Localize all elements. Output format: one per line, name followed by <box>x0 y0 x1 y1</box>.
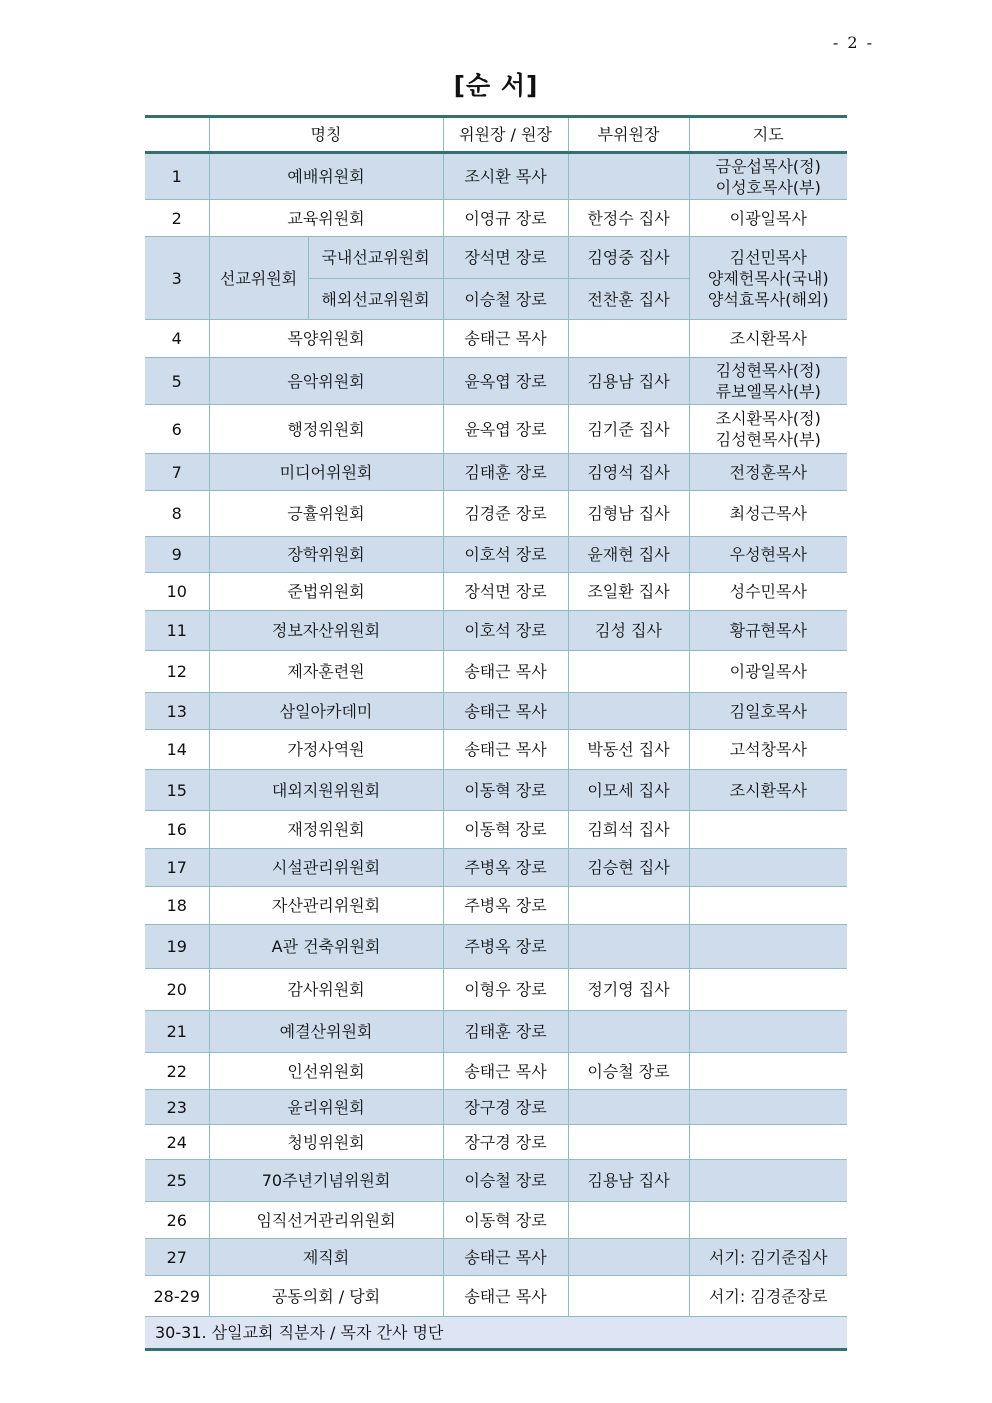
table-row <box>145 1202 847 1239</box>
row-number: 9 <box>145 537 209 573</box>
chair: 이승철 장로 <box>443 279 568 320</box>
chair: 주병옥 장로 <box>443 849 568 887</box>
table-row <box>145 925 847 969</box>
table-row <box>145 1160 847 1202</box>
committee-name: 제자훈련원 <box>209 651 443 693</box>
row-number: 27 <box>145 1239 209 1276</box>
chair: 이형우 장로 <box>443 969 568 1011</box>
row-number: 22 <box>145 1053 209 1090</box>
vice-chair <box>568 153 689 200</box>
chair: 송태근 목사 <box>443 730 568 770</box>
chair: 송태근 목사 <box>443 1239 568 1276</box>
table-row <box>145 1011 847 1053</box>
guide <box>689 849 847 887</box>
row-number: 24 <box>145 1125 209 1160</box>
sub-committee-name: 해외선교위원회 <box>308 279 443 320</box>
guide <box>689 1125 847 1160</box>
vice-chair: 김기준 집사 <box>568 405 689 454</box>
committee-name: 자산관리위원회 <box>209 887 443 925</box>
row-number: 21 <box>145 1011 209 1053</box>
row-number: 17 <box>145 849 209 887</box>
vice-chair <box>568 925 689 969</box>
table-row <box>145 237 847 279</box>
row-number: 19 <box>145 925 209 969</box>
guide <box>689 1053 847 1090</box>
chair: 이영규 장로 <box>443 200 568 237</box>
table-row <box>145 320 847 358</box>
vice-chair: 조일환 집사 <box>568 573 689 611</box>
committee-name: 윤리위원회 <box>209 1090 443 1125</box>
chair: 송태근 목사 <box>443 693 568 730</box>
row-number: 7 <box>145 454 209 491</box>
guide: 성수민목사 <box>689 573 847 611</box>
committee-name: 대외지원위원회 <box>209 770 443 811</box>
chair: 송태근 목사 <box>443 1053 568 1090</box>
vice-chair <box>568 1239 689 1276</box>
vice-chair: 정기영 집사 <box>568 969 689 1011</box>
guide: 조시환목사 <box>689 320 847 358</box>
guide: 조시환목사(정) 김성현목사(부) <box>689 405 847 454</box>
header-name: 명칭 <box>209 117 443 153</box>
committee-name: 임직선거관리위원회 <box>209 1202 443 1239</box>
table-row <box>145 611 847 651</box>
guide: 전정훈목사 <box>689 454 847 491</box>
header-guide: 지도 <box>689 117 847 153</box>
row-number: 2 <box>145 200 209 237</box>
vice-chair: 이모세 집사 <box>568 770 689 811</box>
table-row <box>145 573 847 611</box>
row-number: 20 <box>145 969 209 1011</box>
table-row <box>145 811 847 849</box>
vice-chair: 김영석 집사 <box>568 454 689 491</box>
table-footer-row <box>145 1317 847 1350</box>
committee-table <box>145 115 847 1351</box>
chair: 장구경 장로 <box>443 1125 568 1160</box>
table-row <box>145 405 847 454</box>
vice-chair: 박동선 집사 <box>568 730 689 770</box>
committee-name: 미디어위원회 <box>209 454 443 491</box>
committee-name: 감사위원회 <box>209 969 443 1011</box>
vice-chair: 김희석 집사 <box>568 811 689 849</box>
chair: 이동혁 장로 <box>443 1202 568 1239</box>
chair: 이동혁 장로 <box>443 811 568 849</box>
committee-name: 공동의회 / 당회 <box>209 1276 443 1317</box>
committee-name: 음악위원회 <box>209 358 443 405</box>
guide: 우성현목사 <box>689 537 847 573</box>
committee-name: 가정사역원 <box>209 730 443 770</box>
guide: 김선민목사 양제헌목사(국내) 양석효목사(해외) <box>689 237 847 320</box>
guide: 최성근목사 <box>689 491 847 537</box>
row-number: 10 <box>145 573 209 611</box>
table-row <box>145 153 847 200</box>
vice-chair <box>568 1090 689 1125</box>
table-row <box>145 969 847 1011</box>
committee-name: 긍휼위원회 <box>209 491 443 537</box>
committee-name: 인선위원회 <box>209 1053 443 1090</box>
row-number: 28-29 <box>145 1276 209 1317</box>
row-number: 3 <box>145 237 209 320</box>
table-header-row <box>145 117 847 153</box>
table-row <box>145 1125 847 1160</box>
vice-chair: 김용남 집사 <box>568 1160 689 1202</box>
vice-chair <box>568 1125 689 1160</box>
guide <box>689 1160 847 1202</box>
committee-group-name: 선교위원회 <box>209 237 308 320</box>
committee-name: 제직회 <box>209 1239 443 1276</box>
vice-chair: 이승철 장로 <box>568 1053 689 1090</box>
chair: 이동혁 장로 <box>443 770 568 811</box>
chair: 이승철 장로 <box>443 1160 568 1202</box>
table-row <box>145 730 847 770</box>
chair: 송태근 목사 <box>443 651 568 693</box>
committee-name: 예배위원회 <box>209 153 443 200</box>
committee-name: 목양위원회 <box>209 320 443 358</box>
guide: 서기: 김경준장로 <box>689 1276 847 1317</box>
vice-chair: 김영중 집사 <box>568 237 689 279</box>
guide: 조시환목사 <box>689 770 847 811</box>
guide: 금운섭목사(정) 이성호목사(부) <box>689 153 847 200</box>
row-number: 13 <box>145 693 209 730</box>
row-number: 8 <box>145 491 209 537</box>
row-number: 11 <box>145 611 209 651</box>
page-number: - 2 - <box>832 33 874 52</box>
header-chair: 위원장 / 원장 <box>443 117 568 153</box>
table-row <box>145 1276 847 1317</box>
table-row <box>145 651 847 693</box>
vice-chair <box>568 693 689 730</box>
guide: 이광일목사 <box>689 200 847 237</box>
guide: 김일호목사 <box>689 693 847 730</box>
vice-chair: 김성 집사 <box>568 611 689 651</box>
row-number: 14 <box>145 730 209 770</box>
committee-name: 시설관리위원회 <box>209 849 443 887</box>
chair: 이호석 장로 <box>443 537 568 573</box>
table-row <box>145 1239 847 1276</box>
committee-name: 삼일아카데미 <box>209 693 443 730</box>
guide <box>689 925 847 969</box>
table-row <box>145 1090 847 1125</box>
guide: 황규현목사 <box>689 611 847 651</box>
chair: 주병옥 장로 <box>443 887 568 925</box>
table-row <box>145 849 847 887</box>
vice-chair <box>568 887 689 925</box>
vice-chair: 전찬훈 집사 <box>568 279 689 320</box>
chair: 송태근 목사 <box>443 320 568 358</box>
vice-chair: 윤재현 집사 <box>568 537 689 573</box>
committee-name: 재정위원회 <box>209 811 443 849</box>
row-number: 15 <box>145 770 209 811</box>
chair: 송태근 목사 <box>443 1276 568 1317</box>
committee-name: 장학위원회 <box>209 537 443 573</box>
header-vice: 부위원장 <box>568 117 689 153</box>
page-title: [순 서] <box>453 71 539 100</box>
table-row <box>145 770 847 811</box>
table-row <box>145 200 847 237</box>
vice-chair: 김용남 집사 <box>568 358 689 405</box>
table-row <box>145 358 847 405</box>
chair: 주병옥 장로 <box>443 925 568 969</box>
row-number: 16 <box>145 811 209 849</box>
guide: 이광일목사 <box>689 651 847 693</box>
vice-chair: 김승현 집사 <box>568 849 689 887</box>
committee-name: 70주년기념위원회 <box>209 1160 443 1202</box>
committee-name: A관 건축위원회 <box>209 925 443 969</box>
chair: 윤옥엽 장로 <box>443 405 568 454</box>
row-number: 5 <box>145 358 209 405</box>
committee-name: 청빙위원회 <box>209 1125 443 1160</box>
row-number: 23 <box>145 1090 209 1125</box>
guide <box>689 811 847 849</box>
vice-chair: 김형남 집사 <box>568 491 689 537</box>
guide: 서기: 김기준집사 <box>689 1239 847 1276</box>
footer-note: 30-31. 삼일교회 직분자 / 목자 간사 명단 <box>145 1317 847 1350</box>
row-number: 4 <box>145 320 209 358</box>
sub-committee-name: 국내선교위원회 <box>308 237 443 279</box>
vice-chair <box>568 651 689 693</box>
table-row <box>145 491 847 537</box>
committee-name: 교육위원회 <box>209 200 443 237</box>
row-number: 26 <box>145 1202 209 1239</box>
row-number: 12 <box>145 651 209 693</box>
row-number: 1 <box>145 153 209 200</box>
chair: 이호석 장로 <box>443 611 568 651</box>
vice-chair: 한정수 집사 <box>568 200 689 237</box>
chair: 윤옥엽 장로 <box>443 358 568 405</box>
chair: 장석면 장로 <box>443 573 568 611</box>
table-row <box>145 454 847 491</box>
row-number: 6 <box>145 405 209 454</box>
vice-chair <box>568 320 689 358</box>
committee-name: 정보자산위원회 <box>209 611 443 651</box>
chair: 장석면 장로 <box>443 237 568 279</box>
guide <box>689 1090 847 1125</box>
committee-name: 행정위원회 <box>209 405 443 454</box>
table-row <box>145 1053 847 1090</box>
guide <box>689 969 847 1011</box>
row-number: 18 <box>145 887 209 925</box>
header-number <box>145 117 209 153</box>
chair: 김태훈 장로 <box>443 454 568 491</box>
chair: 김경준 장로 <box>443 491 568 537</box>
committee-name: 예결산위원회 <box>209 1011 443 1053</box>
guide <box>689 1202 847 1239</box>
vice-chair <box>568 1202 689 1239</box>
vice-chair <box>568 1011 689 1053</box>
chair: 김태훈 장로 <box>443 1011 568 1053</box>
table-row <box>145 537 847 573</box>
chair: 장구경 장로 <box>443 1090 568 1125</box>
vice-chair <box>568 1276 689 1317</box>
guide: 고석창목사 <box>689 730 847 770</box>
guide: 김성현목사(정) 류보엘목사(부) <box>689 358 847 405</box>
guide <box>689 1011 847 1053</box>
table-row <box>145 887 847 925</box>
chair: 조시환 목사 <box>443 153 568 200</box>
guide <box>689 887 847 925</box>
row-number: 25 <box>145 1160 209 1202</box>
committee-name: 준법위원회 <box>209 573 443 611</box>
table-row <box>145 693 847 730</box>
